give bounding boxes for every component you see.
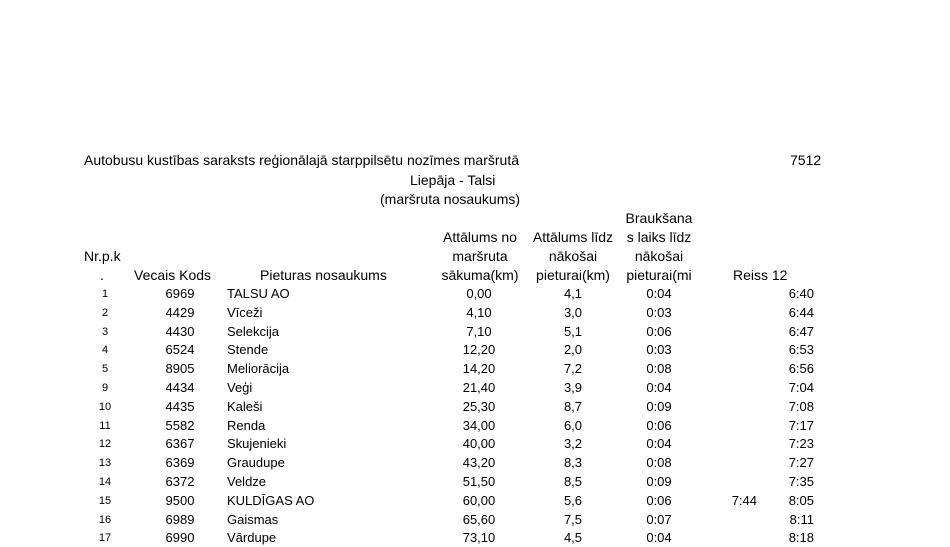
- row-nr: 4: [101, 344, 109, 357]
- row-nr: 3: [101, 325, 109, 338]
- row-travel-time: 0:06: [646, 323, 672, 339]
- row-stop-name: Vīceži: [227, 304, 263, 320]
- row-dist-start: 51,50: [462, 474, 496, 489]
- row-dist-next: 7,2: [563, 361, 583, 377]
- row-travel-time: 0:04: [646, 380, 672, 395]
- row-departure-time: 7:23: [788, 436, 814, 452]
- row-travel-time: 0:09: [646, 398, 672, 414]
- row-stop-name: Graudupe: [227, 455, 285, 471]
- row-dist-next: 8,5: [563, 474, 583, 489]
- row-dist-next: 3,9: [563, 380, 583, 395]
- row-departure-time: 8:11: [789, 511, 814, 527]
- row-dist-start: 4,10: [466, 304, 492, 320]
- document-title: Autobusu kustības saraksts reģionālajā starppilsētu nozīmes maršrutā: [84, 152, 519, 168]
- row-travel-time: 0:03: [646, 304, 672, 320]
- row-dist-start: 34,00: [462, 417, 496, 433]
- table-row: [0, 434, 950, 453]
- table-row: [0, 378, 950, 397]
- table-row: [0, 340, 950, 359]
- route-number: 7512: [790, 152, 822, 168]
- row-stop-name: Renda: [227, 417, 266, 433]
- table-row: [0, 510, 950, 529]
- row-old-code: 4435: [165, 398, 195, 414]
- row-dist-start: 40,00: [462, 436, 496, 452]
- row-old-code: 6524: [165, 342, 195, 358]
- table-row: [0, 284, 950, 303]
- row-dist-start: 21,40: [462, 380, 496, 395]
- table-row: [0, 303, 950, 322]
- header-nr: [84, 247, 121, 285]
- row-dist-next: 5,6: [563, 492, 583, 508]
- row-departure-time: 8:05: [788, 492, 814, 508]
- row-travel-time: 0:03: [646, 342, 672, 358]
- header-dist-next-line3: pieturai(km): [536, 267, 610, 283]
- row-stop-name: Veģi: [227, 380, 253, 395]
- row-dist-start: 60,00: [462, 492, 496, 508]
- header-travel-time-line3: nākošai: [634, 248, 684, 264]
- row-dist-next: 5,1: [563, 323, 583, 339]
- header-dist-start-line3: sākuma(km): [441, 267, 519, 283]
- row-departure-time: 6:56: [788, 361, 814, 377]
- row-nr: 12: [98, 438, 112, 451]
- row-departure-time: 8:18: [788, 530, 814, 546]
- row-dist-start: 65,60: [462, 511, 496, 527]
- row-stop-name: Skujenieki: [227, 436, 287, 452]
- row-nr: 15: [98, 494, 112, 507]
- row-arrival-time: 7:44: [731, 492, 757, 508]
- header-stop-name: Pieturas nosaukums: [260, 267, 387, 283]
- row-dist-start: 43,20: [462, 455, 496, 471]
- row-dist-next: 2,0: [563, 342, 583, 358]
- row-old-code: 9500: [165, 492, 195, 508]
- row-nr: 11: [99, 419, 111, 432]
- row-dist-next: 3,2: [563, 436, 583, 452]
- row-stop-name: KULDĪGAS AO: [227, 492, 315, 508]
- row-stop-name: Selekcija: [227, 323, 280, 339]
- row-travel-time: 0:06: [646, 417, 672, 433]
- row-dist-next: 8,7: [563, 398, 583, 414]
- route-name-caption: (maršruta nosaukums): [380, 191, 521, 207]
- row-stop-name: Vārdupe: [227, 530, 277, 546]
- row-departure-time: 6:44: [788, 304, 814, 320]
- row-dist-start: 0,00: [466, 286, 492, 301]
- table-row: [0, 359, 950, 378]
- row-dist-next: 7,5: [563, 511, 583, 527]
- row-dist-start: 25,30: [462, 398, 496, 414]
- table-row: [0, 528, 950, 547]
- table-row: [0, 491, 950, 510]
- row-departure-time: 6:40: [788, 286, 814, 301]
- row-travel-time: 0:04: [646, 436, 672, 452]
- row-departure-time: 7:08: [788, 398, 814, 414]
- header-old-code: Vecais Kods: [134, 267, 212, 283]
- row-old-code: 4434: [165, 380, 195, 395]
- row-nr: 1: [101, 288, 109, 300]
- row-stop-name: Stende: [227, 342, 269, 358]
- row-dist-next: 8,3: [563, 455, 583, 471]
- row-departure-time: 7:35: [788, 474, 814, 489]
- header-travel-time-line1: Braukšana: [625, 210, 693, 226]
- header-nr-line2: .: [100, 267, 104, 283]
- header-travel-time: [619, 209, 699, 285]
- row-old-code: 6367: [165, 436, 195, 452]
- row-travel-time: 0:04: [646, 286, 672, 301]
- table-row: [0, 322, 950, 341]
- header-travel-time-line2: s laiks līdz: [626, 229, 692, 245]
- row-old-code: 4429: [165, 304, 195, 320]
- row-dist-start: 14,20: [462, 361, 496, 377]
- header-dist-start: [437, 228, 523, 285]
- row-nr: 13: [98, 457, 112, 470]
- row-nr: 17: [98, 532, 112, 545]
- header-dist-next-line2: nākošai: [548, 248, 598, 264]
- row-nr: 2: [101, 306, 109, 319]
- row-dist-start: 7,10: [466, 323, 492, 339]
- row-travel-time: 0:04: [646, 530, 672, 546]
- row-departure-time: 6:47: [788, 323, 814, 339]
- row-departure-time: 7:27: [788, 455, 814, 471]
- header-nr-line1: Nr.p.k: [84, 248, 121, 264]
- row-stop-name: Kaleši: [227, 398, 263, 414]
- row-old-code: 8905: [165, 361, 195, 377]
- row-travel-time: 0:06: [646, 492, 672, 508]
- row-dist-start: 73,10: [462, 530, 496, 546]
- row-old-code: 6369: [165, 455, 195, 471]
- row-travel-time: 0:09: [646, 474, 672, 489]
- header-trip: Reiss 12: [733, 267, 788, 283]
- row-dist-start: 12,20: [462, 342, 496, 358]
- row-dist-next: 3,0: [563, 304, 583, 320]
- row-dist-next: 6,0: [563, 417, 583, 433]
- row-old-code: 6969: [165, 286, 195, 301]
- row-travel-time: 0:08: [646, 361, 672, 377]
- row-departure-time: 7:04: [788, 380, 814, 395]
- row-stop-name: Veldze: [227, 474, 267, 489]
- row-travel-time: 0:08: [646, 455, 672, 471]
- table-row: [0, 453, 950, 472]
- row-nr: 5: [101, 363, 109, 376]
- header-dist-start-line1: Attālums no: [443, 229, 517, 245]
- row-departure-time: 7:17: [788, 417, 814, 433]
- row-old-code: 6372: [165, 474, 195, 489]
- row-stop-name: Gaismas: [227, 511, 279, 527]
- row-old-code: 5582: [165, 417, 195, 433]
- row-old-code: 6990: [165, 530, 195, 546]
- row-old-code: 4430: [165, 323, 195, 339]
- row-departure-time: 6:53: [788, 342, 814, 358]
- row-dist-next: 4,1: [563, 286, 583, 301]
- table-row: [0, 397, 950, 416]
- table-row: [0, 416, 950, 435]
- row-nr: 16: [98, 513, 112, 526]
- row-travel-time: 0:07: [646, 511, 672, 527]
- row-dist-next: 4,5: [563, 530, 583, 546]
- row-stop-name: TALSU AO: [227, 286, 290, 301]
- route-name: Liepāja - Talsi: [410, 172, 496, 188]
- header-travel-time-line4: pieturai(mi: [626, 267, 692, 283]
- header-dist-next: [526, 228, 620, 285]
- table-row: [0, 472, 950, 491]
- row-nr: 10: [98, 400, 112, 413]
- row-stop-name: Meliorācija: [227, 361, 290, 377]
- row-nr: 9: [101, 382, 109, 394]
- header-dist-next-line1: Attālums līdz: [532, 229, 614, 245]
- header-dist-start-line2: maršruta: [452, 248, 508, 264]
- row-old-code: 6989: [165, 511, 195, 527]
- row-nr: 14: [98, 476, 112, 488]
